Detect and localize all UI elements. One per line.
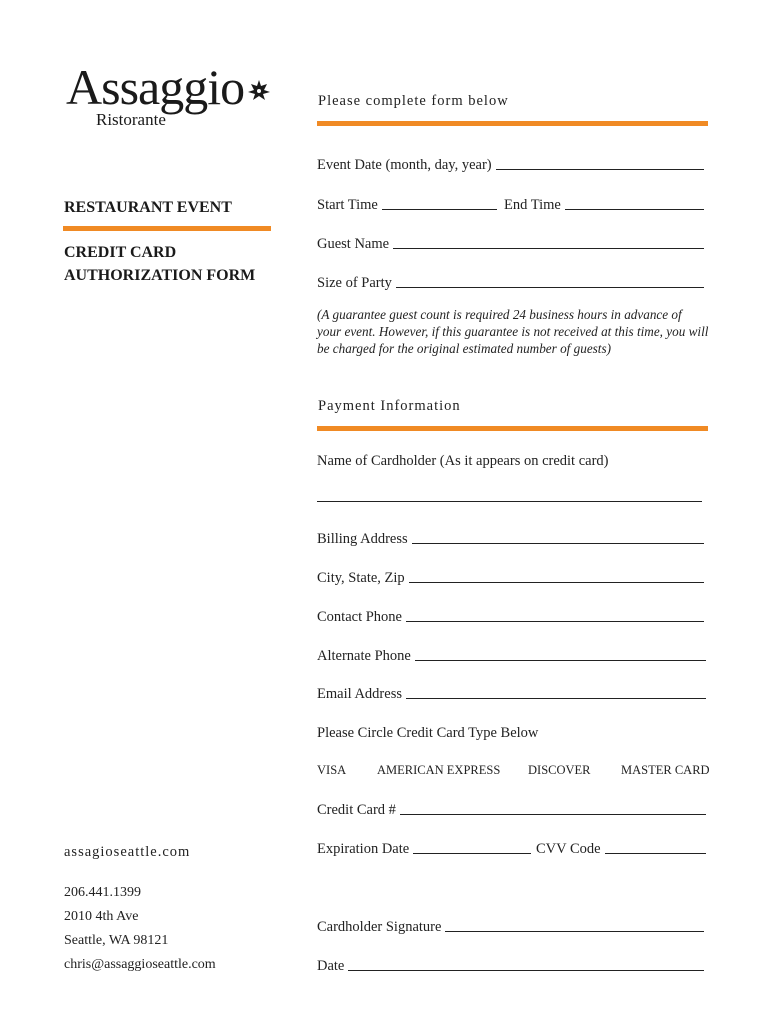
- date-label: Date: [317, 957, 345, 974]
- party-size-label: Size of Party: [317, 274, 392, 291]
- card-type-discover[interactable]: DISCOVER: [528, 763, 591, 777]
- city-state-zip-field[interactable]: [317, 567, 704, 585]
- billing-address-line[interactable]: [412, 543, 704, 544]
- expiration-date-line[interactable]: [413, 853, 531, 854]
- guest-name-field[interactable]: [317, 233, 704, 251]
- start-time-line[interactable]: [382, 209, 497, 210]
- card-type-mastercard[interactable]: MASTER CARD: [621, 763, 710, 777]
- event-date-field[interactable]: [317, 154, 704, 172]
- card-type-amex[interactable]: AMERICAN EXPRESS: [377, 763, 501, 777]
- billing-address-label: Billing Address: [317, 530, 408, 547]
- title-divider: [63, 226, 271, 231]
- billing-address-field[interactable]: [317, 528, 704, 546]
- city-state-zip-line[interactable]: [409, 582, 704, 583]
- email-address-field[interactable]: [317, 683, 706, 701]
- card-type-visa[interactable]: VISA: [317, 763, 347, 777]
- date-line[interactable]: [348, 970, 704, 971]
- credit-card-number-label: Credit Card #: [317, 801, 396, 818]
- intro-heading: Please complete form below: [318, 93, 509, 109]
- payment-divider: [317, 426, 708, 431]
- party-size-line[interactable]: [396, 287, 704, 288]
- date-field[interactable]: [317, 955, 704, 973]
- party-size-field[interactable]: [317, 272, 704, 290]
- card-type-prompt-row: [317, 722, 704, 740]
- contact-phone-field[interactable]: [317, 606, 704, 624]
- cvv-code-line[interactable]: [605, 853, 706, 854]
- cardholder-signature-line[interactable]: [445, 931, 704, 932]
- contact-phone-number: 206.441.1399: [64, 885, 141, 900]
- end-time-label: End Time: [504, 196, 561, 213]
- expiration-date-field[interactable]: [317, 838, 531, 856]
- event-date-label: Event Date (month, day, year): [317, 156, 492, 173]
- cardholder-name-line[interactable]: [317, 501, 702, 502]
- payment-heading: Payment Information: [318, 398, 461, 414]
- email-address-line[interactable]: [406, 698, 706, 699]
- contact-email[interactable]: chris@assaggioseattle.com: [64, 957, 216, 972]
- form-title-restaurant-event: RESTAURANT EVENT: [64, 199, 232, 216]
- city-state-zip-label: City, State, Zip: [317, 569, 405, 586]
- cardholder-name-label: Name of Cardholder (As it appears on credit card): [317, 452, 609, 469]
- contact-phone-line[interactable]: [406, 621, 704, 622]
- alternate-phone-line[interactable]: [415, 660, 706, 661]
- cardholder-signature-label: Cardholder Signature: [317, 918, 442, 935]
- end-time-field[interactable]: [504, 194, 704, 212]
- website-link[interactable]: assagioseattle.com: [64, 844, 191, 860]
- cardholder-signature-field[interactable]: [317, 916, 704, 934]
- cvv-code-label: CVV Code: [536, 840, 601, 857]
- alternate-phone-field[interactable]: [317, 645, 706, 663]
- start-time-label: Start Time: [317, 196, 378, 213]
- start-time-field[interactable]: [317, 194, 497, 212]
- cardholder-name-label-row: [317, 450, 704, 468]
- grape-leaf-icon: [246, 78, 272, 104]
- credit-card-number-field[interactable]: [317, 799, 706, 817]
- contact-street: 2010 4th Ave: [64, 909, 139, 924]
- logo-wordmark: Assaggio: [66, 59, 245, 115]
- guarantee-note: (A guarantee guest count is required 24 business hours in advance of your event. However, if this guarantee is not received at this time, you will be charged for the original estimated number of guests): [317, 307, 709, 356]
- email-address-label: Email Address: [317, 685, 402, 702]
- expiration-date-label: Expiration Date: [317, 840, 410, 857]
- contact-phone-label: Contact Phone: [317, 608, 402, 625]
- cvv-code-field[interactable]: [536, 838, 706, 856]
- logo-subtitle: Ristorante: [96, 110, 166, 129]
- card-type-prompt: Please Circle Credit Card Type Below: [317, 724, 539, 741]
- form-title-credit-card: CREDIT CARD: [64, 244, 177, 261]
- credit-card-number-line[interactable]: [400, 814, 706, 815]
- guest-name-line[interactable]: [393, 248, 704, 249]
- event-date-line[interactable]: [496, 169, 704, 170]
- form-title-authorization: AUTHORIZATION FORM: [64, 267, 256, 284]
- intro-divider: [317, 121, 708, 126]
- guest-name-label: Guest Name: [317, 235, 390, 252]
- alternate-phone-label: Alternate Phone: [317, 647, 411, 664]
- end-time-line[interactable]: [565, 209, 704, 210]
- contact-city: Seattle, WA 98121: [64, 933, 169, 948]
